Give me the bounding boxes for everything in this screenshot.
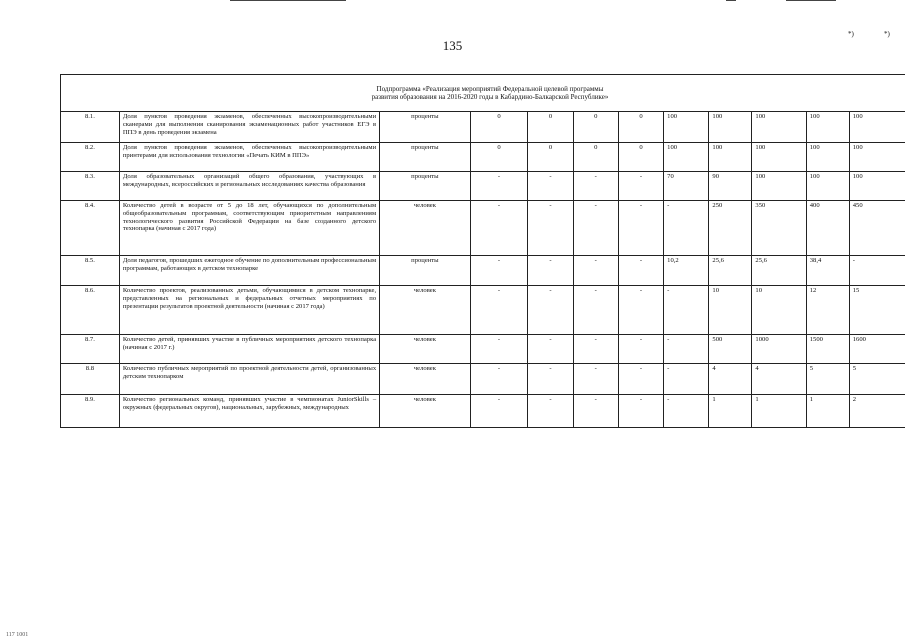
year-value: 1 bbox=[806, 395, 849, 428]
year-value: 100 bbox=[752, 143, 806, 172]
year-value: - bbox=[528, 335, 573, 364]
year-value: 25,6 bbox=[709, 256, 752, 286]
banner-line-1: Подпрограмма «Реализация мероприятий Федеральной целевой программы bbox=[376, 84, 604, 93]
year-value: 90 bbox=[709, 172, 752, 201]
year-value: - bbox=[528, 256, 573, 286]
year-value: - bbox=[849, 256, 905, 286]
table-row bbox=[61, 201, 905, 256]
year-value: - bbox=[470, 395, 528, 428]
year-value: 4 bbox=[752, 364, 806, 395]
year-value: - bbox=[573, 335, 618, 364]
table-row bbox=[61, 256, 905, 286]
table-row bbox=[61, 286, 905, 335]
year-value: 25,6 bbox=[752, 256, 806, 286]
year-value: 100 bbox=[709, 112, 752, 143]
year-value: - bbox=[470, 172, 528, 201]
unit-of-measure: человек bbox=[380, 335, 471, 364]
page-number: 135 bbox=[442, 38, 463, 53]
year-value: 2 bbox=[849, 395, 905, 428]
year-value: - bbox=[664, 364, 709, 395]
row-number: 8.4. bbox=[61, 201, 120, 256]
footnote-mark: *) bbox=[848, 30, 854, 38]
table-row bbox=[61, 143, 905, 172]
corner-code: 117 1001 bbox=[6, 632, 29, 638]
year-value: 100 bbox=[806, 143, 849, 172]
year-value: - bbox=[573, 201, 618, 256]
year-value: - bbox=[470, 364, 528, 395]
year-value: - bbox=[573, 256, 618, 286]
year-value: - bbox=[528, 286, 573, 335]
row-number: 8.9. bbox=[61, 395, 120, 428]
year-value: - bbox=[664, 201, 709, 256]
year-value: - bbox=[573, 286, 618, 335]
year-value: 0 bbox=[528, 143, 573, 172]
year-value: 500 bbox=[709, 335, 752, 364]
year-value: - bbox=[618, 256, 663, 286]
year-value: 4 bbox=[709, 364, 752, 395]
row-number: 8.5. bbox=[61, 256, 120, 286]
scan-artifact-line bbox=[726, 0, 736, 1]
indicator-description: Доля пунктов проведения экзаменов, обеспеченных высокопроизводительными принтерами для использования технологии «Печать КИМ в ППЭ» bbox=[119, 143, 379, 172]
year-value: - bbox=[470, 335, 528, 364]
indicator-description: Доля педагогов, прошедших ежегодное обучение по дополнительным профессиональным программам, работающих в детском технопарке bbox=[119, 256, 379, 286]
year-value: 0 bbox=[573, 112, 618, 143]
year-value: - bbox=[528, 201, 573, 256]
year-value: 100 bbox=[849, 112, 905, 143]
year-value: - bbox=[470, 256, 528, 286]
year-value: 0 bbox=[470, 112, 528, 143]
unit-of-measure: проценты bbox=[380, 256, 471, 286]
unit-of-measure: проценты bbox=[380, 112, 471, 143]
year-value: 100 bbox=[664, 112, 709, 143]
indicator-description: Количество публичных мероприятий по проектной деятельности детей, организованных детским технопарком bbox=[119, 364, 379, 395]
year-value: 5 bbox=[806, 364, 849, 395]
year-value: 0 bbox=[573, 143, 618, 172]
year-value: 0 bbox=[618, 143, 663, 172]
unit-of-measure: человек bbox=[380, 201, 471, 256]
year-value: - bbox=[664, 286, 709, 335]
indicator-description: Количество детей в возрасте от 5 до 18 лет, обучающихся по дополнительным общеобразовательным программам, соответствующим приоритетным направлениям технологического развития Российской Федерации на базе созданного детского технопарка (начиная с 2017 года) bbox=[119, 201, 379, 256]
year-value: - bbox=[573, 172, 618, 201]
year-value: - bbox=[664, 395, 709, 428]
year-value: 400 bbox=[806, 201, 849, 256]
row-number: 8.2. bbox=[61, 143, 120, 172]
scan-artifact-line bbox=[786, 0, 836, 1]
unit-of-measure: человек bbox=[380, 364, 471, 395]
indicator-rows bbox=[61, 112, 905, 428]
year-value: 450 bbox=[849, 201, 905, 256]
year-value: 250 bbox=[709, 201, 752, 256]
year-value: 100 bbox=[752, 112, 806, 143]
year-value: - bbox=[470, 286, 528, 335]
year-value: - bbox=[664, 335, 709, 364]
table-row bbox=[61, 172, 905, 201]
row-number: 8.6. bbox=[61, 286, 120, 335]
unit-of-measure: проценты bbox=[380, 172, 471, 201]
year-value: - bbox=[573, 364, 618, 395]
year-value: 1 bbox=[752, 395, 806, 428]
indicator-description: Количество проектов, реализованных детьми, обучающимися в детском технопарке, представленных на региональных и федеральных отчетных мероприятиях по презентации результатов проектной деятельности (начиная с 2017 года) bbox=[119, 286, 379, 335]
year-value: 0 bbox=[618, 112, 663, 143]
year-value: - bbox=[470, 201, 528, 256]
year-value: 12 bbox=[806, 286, 849, 335]
year-value: 0 bbox=[528, 112, 573, 143]
year-value: 100 bbox=[664, 143, 709, 172]
year-value: 5 bbox=[849, 364, 905, 395]
table-row bbox=[61, 335, 905, 364]
year-value: 100 bbox=[806, 172, 849, 201]
year-value: 1500 bbox=[806, 335, 849, 364]
year-value: 100 bbox=[709, 143, 752, 172]
table-row bbox=[61, 364, 905, 395]
year-value: 1600 bbox=[849, 335, 905, 364]
banner-line-2: развития образования на 2016-2020 годы в Кабардино-Балкарской Республике» bbox=[371, 93, 609, 101]
year-value: 70 bbox=[664, 172, 709, 201]
unit-of-measure: человек bbox=[380, 286, 471, 335]
year-value: - bbox=[528, 172, 573, 201]
indicator-description: Доля образовательных организаций общего образования, участвующих в международных, всероссийских и региональных исследованиях качества образования bbox=[119, 172, 379, 201]
year-value: 15 bbox=[849, 286, 905, 335]
unit-of-measure: человек bbox=[380, 395, 471, 428]
subprogram-banner-row bbox=[61, 75, 905, 112]
year-value: - bbox=[573, 395, 618, 428]
year-value: - bbox=[528, 364, 573, 395]
scan-artifact-line bbox=[230, 0, 346, 1]
indicator-description: Количество детей, принявших участие в публичных мероприятиях детского технопарка (начиная с 2017 г.) bbox=[119, 335, 379, 364]
row-number: 8.3. bbox=[61, 172, 120, 201]
year-value: - bbox=[618, 286, 663, 335]
year-value: 100 bbox=[849, 143, 905, 172]
year-value: - bbox=[618, 364, 663, 395]
year-value: - bbox=[618, 395, 663, 428]
year-value: - bbox=[618, 201, 663, 256]
year-value: 350 bbox=[752, 201, 806, 256]
table-row bbox=[61, 395, 905, 428]
indicators-table bbox=[60, 74, 905, 428]
unit-of-measure: проценты bbox=[380, 143, 471, 172]
year-value: 10,2 bbox=[664, 256, 709, 286]
indicator-description: Доля пунктов проведения экзаменов, обеспеченных высокопроизводительными сканерами для выполнения сканирования экзаменационных работ участников ЕГЭ в ППЭ в день проведения экзамена bbox=[119, 112, 379, 143]
indicator-description: Количество региональных команд, принявших участие в чемпионатах JuniorSkills – окружных (федеральных округов), национальных, зарубежных, международных bbox=[119, 395, 379, 428]
footnote-mark: *) bbox=[884, 30, 890, 38]
row-number: 8.7. bbox=[61, 335, 120, 364]
year-value: 100 bbox=[849, 172, 905, 201]
year-value: 38,4 bbox=[806, 256, 849, 286]
row-number: 8.8 bbox=[61, 364, 120, 395]
year-value: - bbox=[618, 172, 663, 201]
year-value: 10 bbox=[709, 286, 752, 335]
table-row bbox=[61, 112, 905, 143]
year-value: - bbox=[618, 335, 663, 364]
year-value: 100 bbox=[806, 112, 849, 143]
year-value: 1 bbox=[709, 395, 752, 428]
year-value: 0 bbox=[470, 143, 528, 172]
year-value: - bbox=[528, 395, 573, 428]
year-value: 100 bbox=[752, 172, 806, 201]
year-value: 10 bbox=[752, 286, 806, 335]
year-value: 1000 bbox=[752, 335, 806, 364]
row-number: 8.1. bbox=[61, 112, 120, 143]
subprogram-banner bbox=[61, 75, 905, 112]
